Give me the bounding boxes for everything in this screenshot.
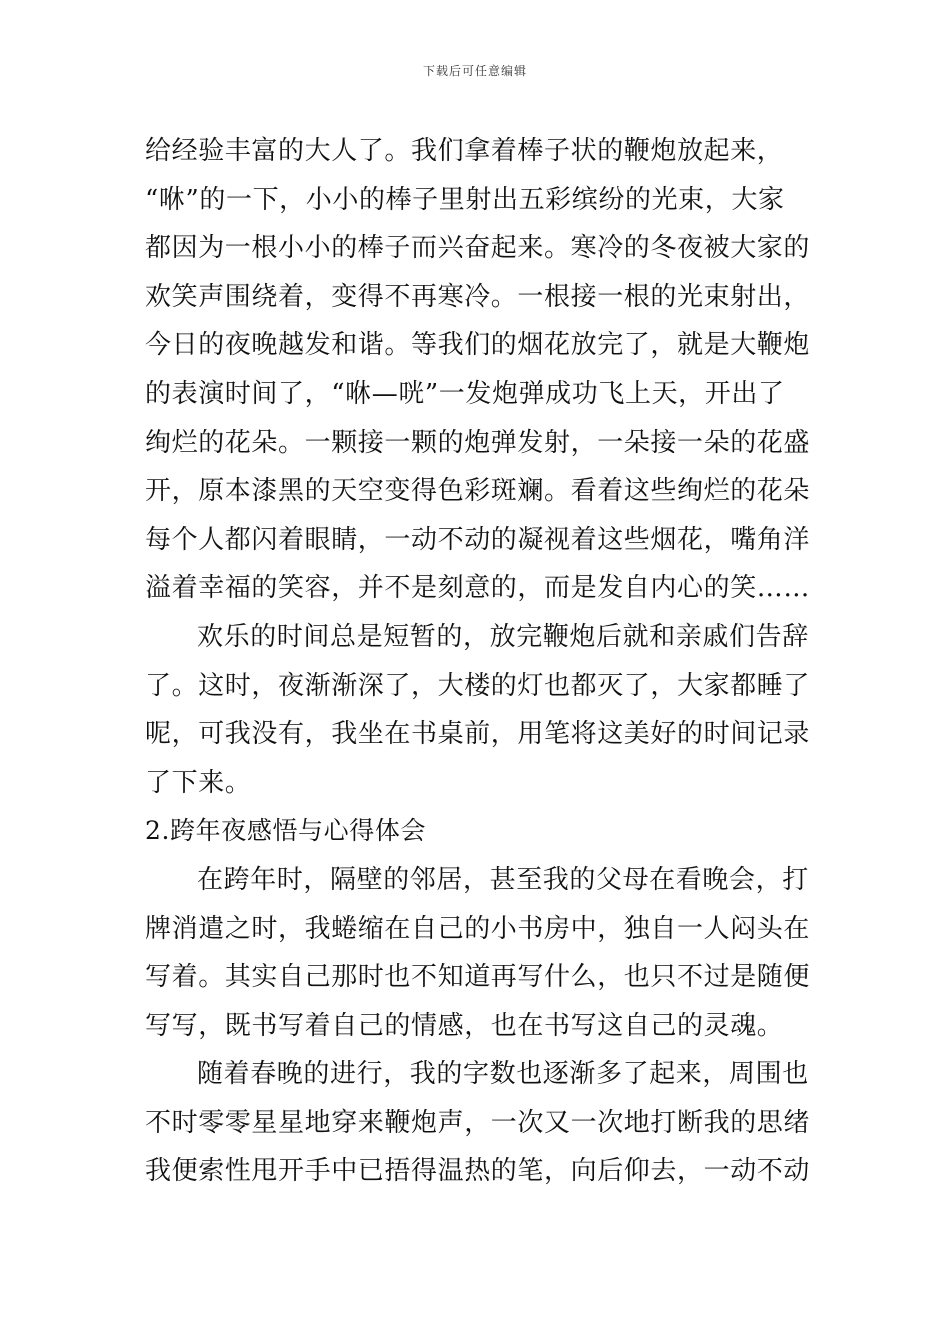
text-line: 每个人都闪着眼睛，一动不动的凝视着这些烟花，嘴角洋 [145,524,810,555]
text-line: 给经验丰富的大人了。我们拿着棒子状的鞭炮放起来， [145,136,784,166]
text-line: 溢着幸福的笑容，并不是刻意的，而是发自内心的笑…… [145,573,810,604]
paragraph-start-line: 欢乐的时间总是短暂的，放完鞭炮后就和亲戚们告辞 [197,621,809,652]
section-heading: 2.跨年夜感悟与心得体会 [145,816,427,846]
text-line: 牌消遣之时，我蜷缩在自己的小书房中，独自一人闷头在 [145,913,810,944]
text-line: “咻”的一下，小小的棒子里射出五彩缤纷的光束，大家 [145,184,785,215]
text-line: 都因为一根小小的棒子而兴奋起来。寒冷的冬夜被大家的 [145,233,810,264]
text-line: 了下来。 [145,767,252,798]
text-line: 了。这时，夜渐渐深了，大楼的灯也都灭了，大家都睡了 [145,670,810,701]
page-header: 下载后可任意编辑 [422,64,527,78]
paragraph-start-line: 在跨年时，隔壁的邻居，甚至我的父母在看晚会，打 [197,864,809,895]
text-line: 开，原本漆黑的天空变得色彩斑斓。看着这些绚烂的花朵 [145,476,810,507]
text-line: 欢笑声围绕着，变得不再寒冷。一根接一根的光束射出， [145,281,810,312]
document-body [145,127,810,1196]
text-line: 呢，可我没有，我坐在书桌前，用笔将这美好的时间记录 [145,719,810,750]
text-line: 绚烂的花朵。一颗接一颗的炮弹发射，一朵接一朵的花盛 [145,427,810,458]
paragraph-start-line: 随着春晚的进行，我的字数也逐渐多了起来，周围也 [197,1059,809,1090]
text-line: 今日的夜晚越发和谐。等我们的烟花放完了，就是大鞭炮 [145,330,810,361]
text-line: 写着。其实自己那时也不知道再写什么，也只不过是随便 [145,962,810,993]
text-line: 写写，既书写着自己的情感，也在书写这自己的灵魂。 [145,1010,784,1041]
text-line: 我便索性甩开手中已捂得温热的笔，向后仰去，一动不动 [145,1156,810,1187]
text-line: 不时零零星星地穿来鞭炮声，一次又一次地打断我的思绪 [145,1107,810,1138]
text-line: 的表演时间了，“咻—咣”一发炮弹成功飞上天，开出了 [145,378,785,409]
